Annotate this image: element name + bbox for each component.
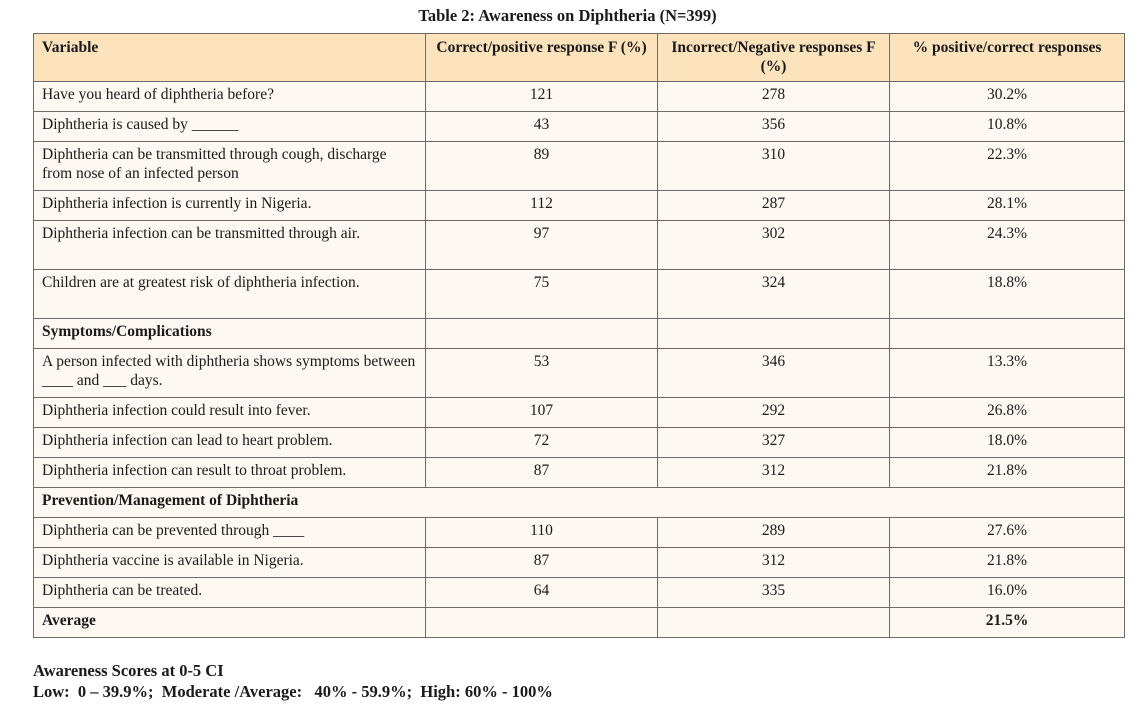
- row-percent: 22.3%: [890, 142, 1125, 191]
- row-incorrect: 289: [658, 518, 890, 548]
- row-variable: Diphtheria can be transmitted through cough, discharge from nose of an infected person: [34, 142, 426, 191]
- row-correct: [426, 608, 658, 638]
- awareness-table: [33, 33, 1125, 638]
- table-row: [34, 518, 1125, 548]
- row-percent: 24.3%: [890, 221, 1125, 270]
- header-row: [34, 34, 1125, 82]
- table-row: [34, 458, 1125, 488]
- row-variable: A person infected with diphtheria shows symptoms between ____ and ___ days.: [34, 349, 426, 398]
- row-variable: Diphtheria can be prevented through ____: [34, 518, 426, 548]
- table-row: [34, 142, 1125, 191]
- score-legend: [33, 660, 553, 702]
- section-label: Prevention/Management of Diphtheria: [34, 488, 1125, 518]
- row-variable: Children are at greatest risk of diphtheria infection.: [34, 270, 426, 319]
- table-row: [34, 548, 1125, 578]
- row-incorrect: 302: [658, 221, 890, 270]
- row-incorrect: 335: [658, 578, 890, 608]
- table-row: [34, 270, 1125, 319]
- row-variable: Diphtheria vaccine is available in Nigeria.: [34, 548, 426, 578]
- empty-cell: [426, 319, 658, 349]
- table-header: [34, 34, 1125, 82]
- average-row: [34, 608, 1125, 638]
- section-row: [34, 488, 1125, 518]
- row-correct: 97: [426, 221, 658, 270]
- row-percent: 13.3%: [890, 349, 1125, 398]
- row-percent: 28.1%: [890, 191, 1125, 221]
- row-variable: Average: [34, 608, 426, 638]
- row-correct: 64: [426, 578, 658, 608]
- row-variable: Diphtheria infection is currently in Nigeria.: [34, 191, 426, 221]
- row-correct: 89: [426, 142, 658, 191]
- row-correct: 110: [426, 518, 658, 548]
- table-row: [34, 191, 1125, 221]
- empty-cell: [658, 319, 890, 349]
- table-row: [34, 578, 1125, 608]
- row-variable: Diphtheria infection can result to throat problem.: [34, 458, 426, 488]
- row-percent: 26.8%: [890, 398, 1125, 428]
- row-variable: Have you heard of diphtheria before?: [34, 82, 426, 112]
- table-row: [34, 398, 1125, 428]
- row-percent: 18.8%: [890, 270, 1125, 319]
- score-legend-ranges: Low: 0 – 39.9%; Moderate /Average: 40% - 59.9%; High: 60% - 100%: [33, 682, 553, 701]
- row-correct: 72: [426, 428, 658, 458]
- row-variable: Diphtheria can be treated.: [34, 578, 426, 608]
- header-incorrect: Incorrect/Negative responses F (%): [658, 34, 890, 82]
- table-row: [34, 221, 1125, 270]
- row-correct: 107: [426, 398, 658, 428]
- row-percent: 21.5%: [890, 608, 1125, 638]
- section-row: [34, 319, 1125, 349]
- row-variable: Diphtheria infection could result into fever.: [34, 398, 426, 428]
- table-body: [34, 82, 1125, 638]
- table-title: Table 2: Awareness on Diphtheria (N=399): [418, 6, 717, 25]
- row-percent: 30.2%: [890, 82, 1125, 112]
- row-correct: 112: [426, 191, 658, 221]
- row-variable: Diphtheria infection can be transmitted through air.: [34, 221, 426, 270]
- table-row: [34, 112, 1125, 142]
- row-correct: 121: [426, 82, 658, 112]
- row-incorrect: 312: [658, 548, 890, 578]
- row-incorrect: 356: [658, 112, 890, 142]
- header-variable: Variable: [34, 34, 426, 82]
- row-incorrect: 278: [658, 82, 890, 112]
- row-correct: 87: [426, 458, 658, 488]
- row-variable: Diphtheria is caused by ______: [34, 112, 426, 142]
- row-incorrect: 292: [658, 398, 890, 428]
- row-correct: 87: [426, 548, 658, 578]
- score-legend-title: Awareness Scores at 0-5 CI: [33, 661, 224, 680]
- row-incorrect: 346: [658, 349, 890, 398]
- row-variable: Diphtheria infection can lead to heart problem.: [34, 428, 426, 458]
- row-incorrect: 310: [658, 142, 890, 191]
- header-percent: % positive/correct responses: [890, 34, 1125, 82]
- row-incorrect: 327: [658, 428, 890, 458]
- header-correct: Correct/positive response F (%): [426, 34, 658, 82]
- row-correct: 75: [426, 270, 658, 319]
- table-row: [34, 349, 1125, 398]
- row-percent: 21.8%: [890, 458, 1125, 488]
- table-row: [34, 428, 1125, 458]
- row-incorrect: 287: [658, 191, 890, 221]
- row-percent: 10.8%: [890, 112, 1125, 142]
- row-correct: 43: [426, 112, 658, 142]
- empty-cell: [890, 319, 1125, 349]
- row-incorrect: 312: [658, 458, 890, 488]
- row-correct: 53: [426, 349, 658, 398]
- row-incorrect: [658, 608, 890, 638]
- table-row: [34, 82, 1125, 112]
- section-label: Symptoms/Complications: [34, 319, 426, 349]
- row-percent: 18.0%: [890, 428, 1125, 458]
- row-incorrect: 324: [658, 270, 890, 319]
- row-percent: 27.6%: [890, 518, 1125, 548]
- row-percent: 16.0%: [890, 578, 1125, 608]
- row-percent: 21.8%: [890, 548, 1125, 578]
